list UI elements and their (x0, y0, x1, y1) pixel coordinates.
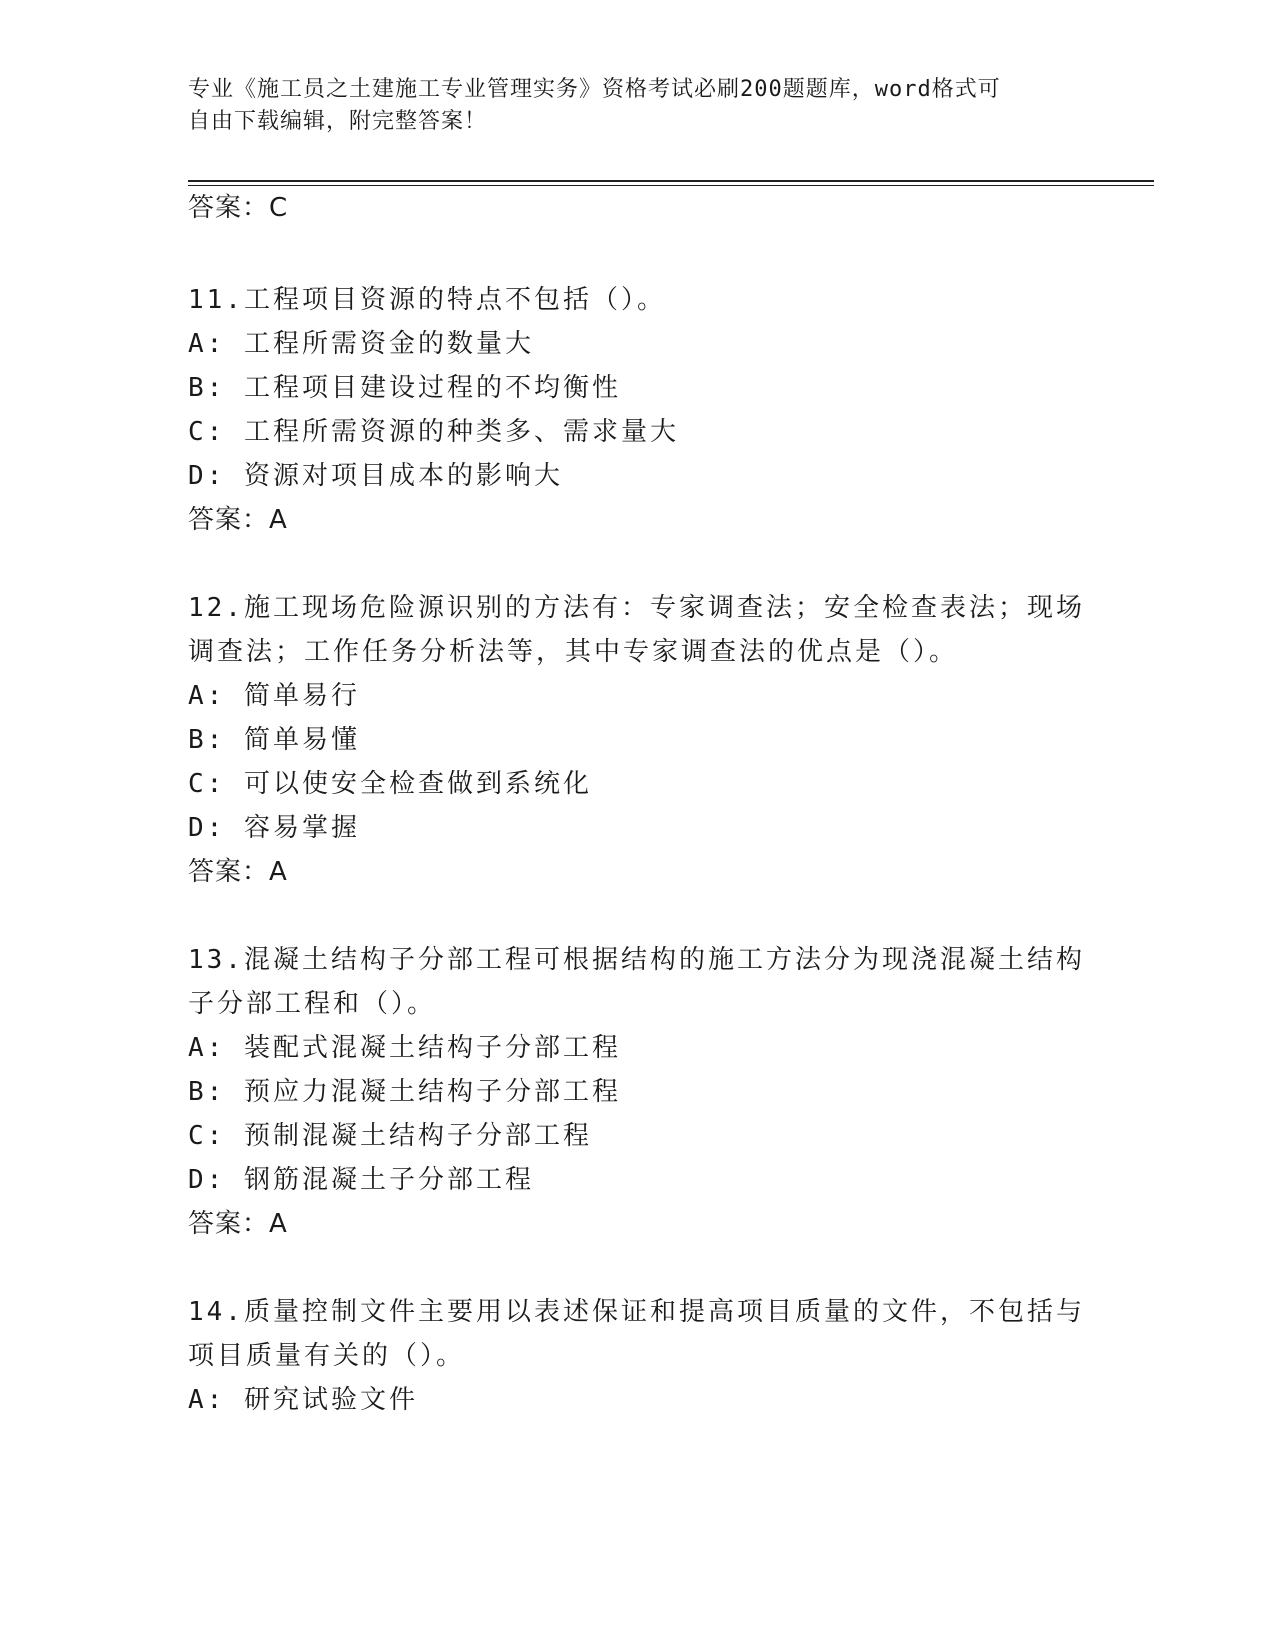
answer-line: 答案：A (188, 1209, 288, 1239)
question-text: 项目质量有关的（）。 (188, 1341, 466, 1371)
question-text: 13.混凝土结构子分部工程可根据结构的施工方法分为现浇混凝土结构 (188, 945, 1085, 975)
option-c: C: 预制混凝土结构子分部工程 (188, 1121, 592, 1151)
header-rule-thick (188, 180, 1154, 182)
answer-line: 答案：A (188, 505, 288, 535)
document-header (188, 74, 1088, 138)
option-d: D: 钢筋混凝土子分部工程 (188, 1165, 534, 1195)
option-d: D: 资源对项目成本的影响大 (188, 461, 563, 491)
answer-line: 答案：C (188, 193, 289, 223)
option-a: A: 装配式混凝土结构子分部工程 (188, 1033, 621, 1063)
option-c: C: 可以使安全检查做到系统化 (188, 769, 592, 799)
question-text: 11.工程项目资源的特点不包括（）。 (188, 285, 666, 315)
option-a: A: 工程所需资金的数量大 (188, 329, 534, 359)
question-text: 12.施工现场危险源识别的方法有：专家调查法；安全检查表法；现场 (188, 593, 1085, 623)
option-b: B: 工程项目建设过程的不均衡性 (188, 373, 621, 403)
header-line-1: 专业《施工员之土建施工专业管理实务》资格考试必刷200题题库，word格式可 (188, 77, 1001, 102)
question-text: 调查法；工作任务分析法等，其中专家调查法的优点是（）。 (188, 637, 959, 667)
header-line-2: 自由下载编辑，附完整答案！ (188, 109, 488, 134)
option-b: B: 预应力混凝土结构子分部工程 (188, 1077, 621, 1107)
option-c: C: 工程所需资源的种类多、需求量大 (188, 417, 679, 447)
question-text: 14.质量控制文件主要用以表述保证和提高项目质量的文件，不包括与 (188, 1297, 1085, 1327)
option-b: B: 简单易懂 (188, 725, 360, 755)
option-a: A: 简单易行 (188, 681, 360, 711)
option-a: A: 研究试验文件 (188, 1385, 418, 1415)
header-rule-thin (188, 185, 1154, 186)
question-text: 子分部工程和（）。 (188, 989, 437, 1019)
answer-line: 答案：A (188, 857, 288, 887)
option-d: D: 容易掌握 (188, 813, 360, 843)
